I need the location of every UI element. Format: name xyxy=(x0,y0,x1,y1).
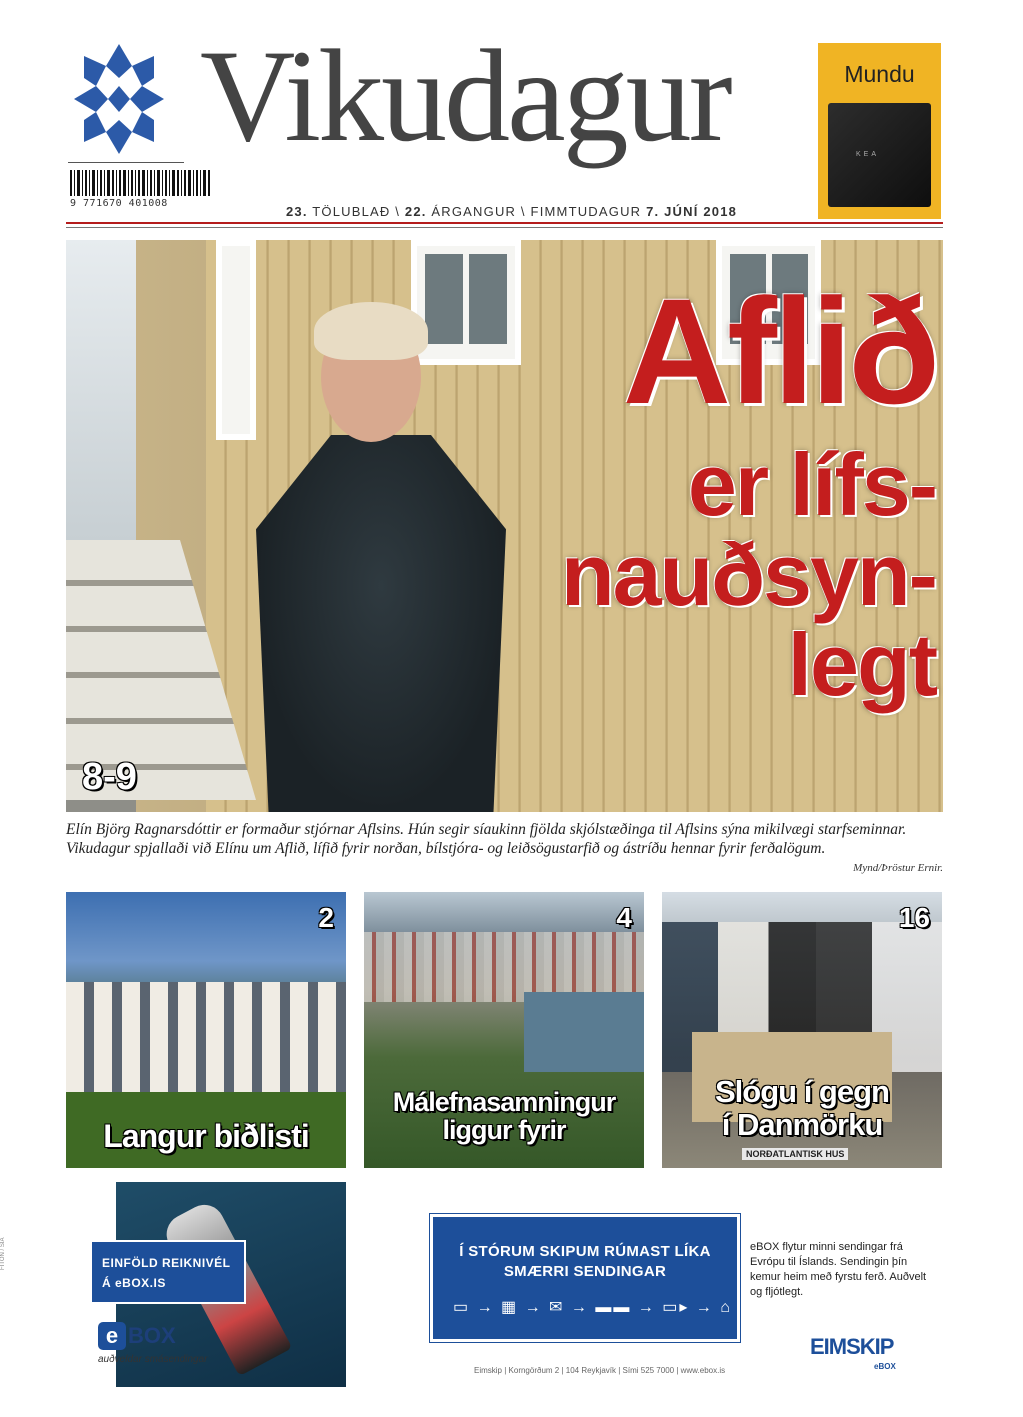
eimskip-sub-logo: eBOX xyxy=(874,1362,896,1371)
ad-center-box xyxy=(430,1214,740,1342)
ebox-logo[interactable] xyxy=(98,1322,176,1350)
ad-calculator-line: Á eBOX.IS xyxy=(102,1276,166,1290)
teaser-caption-line: í Danmörku xyxy=(721,1106,883,1142)
headline-line: legt xyxy=(787,614,936,714)
headline-main: Aflið xyxy=(622,267,936,435)
teaser-sign-text: NORÐATLANTISK HUS xyxy=(742,1148,848,1160)
headline-line: er lífs- xyxy=(687,435,936,534)
photo-sky xyxy=(66,240,136,540)
teaser-page-number: 16 xyxy=(898,902,930,933)
star-quilt-logo-icon xyxy=(74,44,164,154)
masthead-rule xyxy=(68,162,184,163)
top-advertisement[interactable] xyxy=(818,43,941,219)
teaser-photo-building xyxy=(66,982,346,1092)
eimskip-logo[interactable]: EIMSKIP xyxy=(810,1334,894,1359)
ad-label: Mundu xyxy=(844,61,915,87)
ad-calculator-box[interactable] xyxy=(90,1240,246,1304)
volume-number: 22. xyxy=(404,204,427,219)
issue-date: 7. JÚNÍ 2018 xyxy=(646,204,738,219)
photo-credit: Mynd/Þröstur Ernir. xyxy=(853,862,943,874)
photo-window xyxy=(411,240,521,365)
ad-body-text: eBOX flytur minni sendingar frá Evrópu til Íslands. Sendingin þín kemur heim með fyrstu ferð. Auðvelt og fljótlegt. xyxy=(750,1241,927,1298)
photo-door xyxy=(216,240,256,440)
teaser-card[interactable] xyxy=(364,892,644,1168)
hero-photo xyxy=(66,240,943,812)
volume-label: ÁRGANGUR \ FIMMTUDAGUR xyxy=(426,204,647,219)
teaser-caption-line: Málefnasamningur xyxy=(392,1087,616,1117)
issue-line xyxy=(286,204,737,219)
ad-card-text: KEA xyxy=(856,151,880,158)
teaser-caption xyxy=(364,1088,644,1145)
masthead-red-rule xyxy=(66,222,943,224)
ebox-advertisement[interactable] xyxy=(66,1182,943,1387)
teaser-caption xyxy=(662,1076,942,1141)
agency-tag: FÍTON / SÍA xyxy=(0,1237,6,1270)
ad-calculator-line: EINFÖLD REIKNIVÉL xyxy=(102,1256,231,1270)
teaser-caption-line: liggur fyrir xyxy=(442,1115,566,1146)
teaser-photo-fjord xyxy=(524,992,644,1072)
teaser-caption: Langur biðlisti xyxy=(103,1118,309,1154)
hero-page-ref[interactable]: 8-9 xyxy=(82,756,137,798)
photo-person-hair xyxy=(314,302,428,360)
ad-center-line: SMÆRRI SENDINGAR xyxy=(503,1263,667,1280)
masthead-grey-rule xyxy=(66,227,943,228)
shipping-steps-icons: ▭ → ▦ → ✉ → ▬▬ → ▭▸ → ⌂ xyxy=(453,1299,732,1316)
ad-center-line: Í STÓRUM SKIPUM RÚMAST LÍKA xyxy=(459,1243,711,1260)
teaser-caption-line: Slógu í gegn xyxy=(715,1074,889,1109)
teaser-card[interactable] xyxy=(66,892,346,1168)
ad-card-image xyxy=(828,103,931,207)
barcode-icon xyxy=(70,170,210,196)
issue-number: 23. xyxy=(286,204,308,219)
teaser-page-number: 2 xyxy=(318,902,334,933)
headline-line: nauðsyn- xyxy=(560,524,936,624)
headline-sub xyxy=(496,435,936,714)
ebox-tagline: auðveldar smásendingar xyxy=(98,1354,208,1365)
ebox-logo-mark: e xyxy=(98,1322,126,1350)
issue-label: TÖLUBLAÐ \ xyxy=(307,204,405,219)
teaser-page-number: 4 xyxy=(616,902,632,933)
ebox-logo-text: BOX xyxy=(128,1323,176,1348)
newspaper-title: Vikudagur xyxy=(200,22,730,169)
photo-person xyxy=(256,435,506,812)
teaser-card[interactable] xyxy=(662,892,942,1168)
ad-footer-contact: Eimskip | Korngörðum 2 | 104 Reykjavík | Sími 525 7000 | www.ebox.is xyxy=(474,1366,726,1375)
hero-caption: Elín Björg Ragnarsdóttir er formaður stjórnar Aflsins. Hún segir síaukinn fjölda skjólstæðinga til Aflsins sýna mikilvægi starfseminnar. Vikudagur spjallaði við Elínu um Aflið, lífið fyrir norðan, bílstjóra- og leiðsögustarfið og ástríðu hennar fyrir ferðalögum. xyxy=(66,821,907,857)
barcode-number: 9 771670 401008 xyxy=(70,198,168,209)
